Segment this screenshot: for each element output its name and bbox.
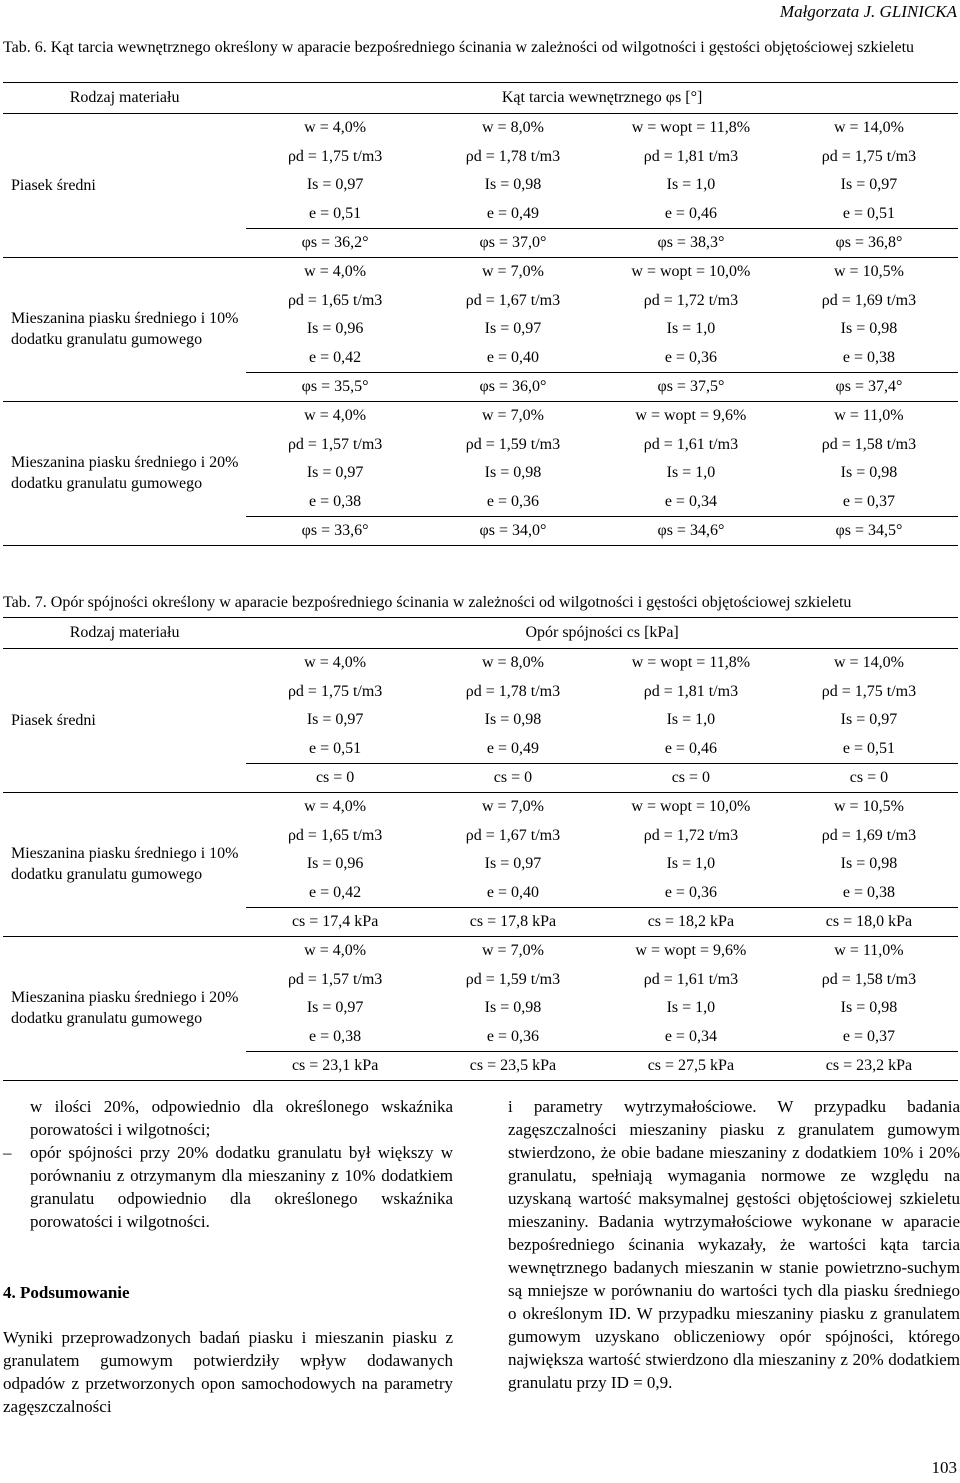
result-cell: φs = 33,6°: [246, 517, 424, 546]
value-cell: ρd = 1,81 t/m3: [643, 682, 739, 700]
value-cell: Is = 1,0: [666, 176, 716, 194]
result-cell: cs = 23,5 kPa: [424, 1052, 602, 1081]
table6-caption: Tab. 6. Kąt tarcia wewnętrznego określony w aparacie bezpośredniego ścinania w zależności od wilgotności i gęstości objętościowej szkieletu: [3, 39, 915, 56]
list-item-text: opór spójności przy 20% dodatku granulatu był większy w porównaniu z otrzymanym dla mieszaniny z 10% dodatkiem granulatu odpowiednio dla określonego wskaźnika porowatości i wilgotności.: [30, 1143, 453, 1231]
value-cell: Is = 0,97: [840, 711, 898, 729]
result-cell: φs = 37,4°: [780, 373, 958, 402]
value-cell: ρd = 1,58 t/m3: [821, 435, 917, 453]
value-cell: ρd = 1,61 t/m3: [643, 970, 739, 988]
value-cell: Is = 0,97: [840, 176, 898, 194]
value-cell: Is = 0,98: [840, 464, 898, 482]
value-cell: w = 7,0%: [424, 792, 602, 821]
value-cell: ρd = 1,61 t/m3: [643, 435, 739, 453]
value-cell: w = 4,0%: [246, 792, 424, 821]
value-cell: Is = 0,97: [484, 855, 542, 873]
value-cell: ρd = 1,69 t/m3: [821, 826, 917, 844]
section-heading: 4. Podsumowanie: [3, 1283, 130, 1302]
value-cell: w = 11,0%: [780, 401, 958, 430]
header-material: Rodzaj materiału: [3, 83, 246, 114]
value-cell: w = 4,0%: [246, 401, 424, 430]
value-cell: w = 7,0%: [424, 401, 602, 430]
value-cell: Is = 1,0: [666, 464, 716, 482]
result-cell: φs = 36,0°: [424, 373, 602, 402]
value-cell: ρd = 1,75 t/m3: [287, 147, 383, 165]
value-cell: ρd = 1,78 t/m3: [465, 147, 561, 165]
text-column-right: [508, 1095, 960, 1394]
value-cell: ρd = 1,75 t/m3: [287, 682, 383, 700]
value-cell: w = 14,0%: [780, 114, 958, 143]
result-cell: φs = 34,0°: [424, 517, 602, 546]
value-cell: w = 10,5%: [780, 792, 958, 821]
value-cell: ρd = 1,72 t/m3: [643, 291, 739, 309]
value-cell: w = 4,0%: [246, 649, 424, 678]
value-cell: w = 11,0%: [780, 936, 958, 965]
value-cell: ρd = 1,58 t/m3: [821, 970, 917, 988]
result-cell: cs = 23,1 kPa: [246, 1052, 424, 1081]
value-cell: Is = 0,98: [840, 855, 898, 873]
value-cell: e = 0,40: [486, 884, 539, 902]
summary-paragraph-start: Wyniki przeprowadzonych badań piasku i mieszanin piasku z granulatem gumowym potwierdziły wpływ dodawanych odpadów z przetworzonych opon samochodowych na parametry zagęszczalności: [3, 1328, 453, 1416]
running-header-author: Małgorzata J. GLINICKA: [779, 2, 957, 21]
value-cell: ρd = 1,69 t/m3: [821, 291, 917, 309]
header-material: Rodzaj materiału: [3, 618, 246, 649]
value-cell: w = wopt = 10,0%: [602, 257, 780, 286]
result-cell: φs = 36,8°: [780, 229, 958, 258]
value-cell: w = wopt = 9,6%: [602, 401, 780, 430]
value-cell: Is = 1,0: [666, 320, 716, 338]
value-cell: ρd = 1,72 t/m3: [643, 826, 739, 844]
value-cell: w = 4,0%: [246, 257, 424, 286]
value-cell: ρd = 1,65 t/m3: [287, 291, 383, 309]
value-cell: Is = 1,0: [666, 999, 716, 1017]
value-cell: e = 0,38: [309, 1028, 362, 1045]
table6: [3, 82, 958, 546]
value-cell: w = 7,0%: [424, 257, 602, 286]
page-number: 103: [931, 1458, 957, 1477]
value-cell: w = 10,5%: [780, 257, 958, 286]
value-cell: e = 0,42: [309, 884, 362, 902]
value-cell: e = 0,38: [309, 493, 362, 510]
result-cell: φs = 34,6°: [602, 517, 780, 546]
value-cell: e = 0,51: [842, 205, 896, 223]
value-cell: Is = 1,0: [666, 855, 716, 873]
value-cell: Is = 0,97: [306, 176, 364, 194]
value-cell: w = 4,0%: [246, 936, 424, 965]
list-item: [3, 1141, 453, 1233]
value-cell: Is = 0,98: [484, 464, 542, 482]
value-cell: ρd = 1,75 t/m3: [821, 682, 917, 700]
material-cell: Mieszanina piasku średniego i 20% dodatku granulatu gumowego: [3, 936, 246, 1080]
material-cell: Mieszanina piasku średniego i 20% dodatku granulatu gumowego: [3, 401, 246, 545]
result-cell: cs = 27,5 kPa: [602, 1052, 780, 1081]
summary-paragraph-continued: i parametry wytrzymałościowe. W przypadku badania zagęszczalności mieszaniny piasku z granulatem gumowym stwierdzono, że obie badane mieszaniny z dodatkiem 10% i 20% granulatu, spełniają wymagania normowe ze względu na uzyskaną wartość maksymalnej gęstości objętościowej szkieletu mieszaniny. Badania wytrzymałościowe wykonane w aparacie bezpośredniego ścinania wykazały, że wartości kąta tarcia wewnętrznego badanych mieszanin w stanie powietrzno-suchym są mniejsze w porównaniu do wartości tych dla piasku średniego o określonym ID. W przypadku mieszaniny piasku z granulatem gumowym uzyskano obliczeniowy opór spójności, którego największa wartość stwierdzono dla mieszaniny z 20% dodatkiem granulatu przy ID = 0,9.: [508, 1097, 960, 1392]
value-cell: e = 0,36: [664, 884, 717, 902]
value-cell: e = 0,51: [309, 205, 362, 223]
value-cell: w = wopt = 9,6%: [602, 936, 780, 965]
value-cell: e = 0,37: [842, 493, 896, 510]
value-cell: Is = 0,98: [840, 999, 898, 1017]
value-cell: ρd = 1,57 t/m3: [287, 435, 383, 453]
value-cell: Is = 0,97: [306, 464, 364, 482]
value-cell: ρd = 1,57 t/m3: [287, 970, 383, 988]
result-cell: φs = 37,5°: [602, 373, 780, 402]
value-cell: w = wopt = 11,8%: [602, 114, 780, 143]
result-cell: cs = 0: [246, 764, 424, 793]
material-cell: Piasek średni: [3, 649, 246, 793]
value-cell: Is = 0,98: [484, 176, 542, 194]
value-cell: ρd = 1,67 t/m3: [465, 826, 561, 844]
value-cell: Is = 0,96: [306, 320, 364, 338]
material-cell: Piasek średni: [3, 114, 246, 258]
result-cell: cs = 17,8 kPa: [424, 908, 602, 937]
value-cell: e = 0,49: [486, 205, 540, 223]
result-cell: cs = 0: [780, 764, 958, 793]
value-cell: e = 0,36: [664, 349, 717, 367]
value-cell: e = 0,34: [664, 1028, 717, 1045]
result-cell: cs = 0: [602, 764, 780, 793]
value-cell: e = 0,49: [486, 740, 539, 758]
value-cell: e = 0,51: [309, 740, 362, 758]
value-cell: e = 0,46: [664, 205, 717, 223]
table-row: [3, 114, 958, 143]
value-cell: Is = 0,97: [306, 999, 364, 1017]
table-row: [3, 792, 958, 821]
value-cell: e = 0,38: [842, 884, 896, 902]
table7-caption: Tab. 7. Opór spójności określony w aparacie bezpośredniego ścinania w zależności od wilgotności i gęstości objętościowej szkieletu: [3, 594, 852, 611]
value-cell: Is = 0,97: [484, 320, 542, 338]
table-row: [3, 401, 958, 430]
list-item-continuation: w ilości 20%, odpowiednio dla określonego wskaźnika porowatości i wilgotności;: [30, 1097, 453, 1139]
result-cell: cs = 23,2 kPa: [780, 1052, 958, 1081]
value-cell: e = 0,34: [664, 493, 717, 510]
value-cell: e = 0,40: [486, 349, 540, 367]
value-cell: ρd = 1,59 t/m3: [465, 435, 561, 453]
result-cell: cs = 18,0 kPa: [780, 908, 958, 937]
result-cell: cs = 0: [424, 764, 602, 793]
material-cell: Mieszanina piasku średniego i 10% dodatku granulatu gumowego: [3, 792, 246, 936]
header-values: Kąt tarcia wewnętrznego φs [°]: [246, 83, 958, 114]
value-cell: Is = 0,98: [484, 999, 542, 1017]
value-cell: e = 0,51: [842, 740, 896, 758]
result-cell: φs = 36,2°: [246, 229, 424, 258]
value-cell: Is = 0,98: [840, 320, 898, 338]
text-column-left: [3, 1095, 453, 1418]
value-cell: Is = 0,97: [306, 711, 364, 729]
value-cell: w = 7,0%: [424, 936, 602, 965]
value-cell: Is = 0,96: [306, 855, 364, 873]
value-cell: e = 0,38: [842, 349, 896, 367]
value-cell: w = 8,0%: [424, 114, 602, 143]
value-cell: w = wopt = 11,8%: [602, 649, 780, 678]
result-cell: cs = 18,2 kPa: [602, 908, 780, 937]
header-values: Opór spójności cs [kPa]: [246, 618, 958, 649]
value-cell: w = 8,0%: [424, 649, 602, 678]
value-cell: e = 0,37: [842, 1028, 896, 1045]
table7: [3, 617, 958, 1081]
value-cell: e = 0,46: [664, 740, 717, 758]
value-cell: e = 0,36: [486, 1028, 539, 1045]
value-cell: ρd = 1,75 t/m3: [821, 147, 917, 165]
result-cell: φs = 35,5°: [246, 373, 424, 402]
value-cell: w = 4,0%: [246, 114, 424, 143]
table-row: [3, 936, 958, 965]
value-cell: ρd = 1,81 t/m3: [643, 147, 739, 165]
value-cell: e = 0,36: [486, 493, 540, 510]
value-cell: Is = 0,98: [484, 711, 542, 729]
value-cell: e = 0,42: [309, 349, 362, 367]
value-cell: ρd = 1,67 t/m3: [465, 291, 561, 309]
result-cell: cs = 17,4 kPa: [246, 908, 424, 937]
value-cell: w = wopt = 10,0%: [602, 792, 780, 821]
table-row: [3, 257, 958, 286]
value-cell: ρd = 1,65 t/m3: [287, 826, 383, 844]
result-cell: φs = 37,0°: [424, 229, 602, 258]
material-cell: Mieszanina piasku średniego i 10% dodatku granulatu gumowego: [3, 257, 246, 401]
result-cell: φs = 34,5°: [780, 517, 958, 546]
result-cell: φs = 38,3°: [602, 229, 780, 258]
value-cell: Is = 1,0: [666, 711, 716, 729]
value-cell: ρd = 1,78 t/m3: [465, 682, 561, 700]
dash-bullet: –: [3, 1143, 12, 1162]
table-row: [3, 649, 958, 678]
value-cell: w = 14,0%: [780, 649, 958, 678]
value-cell: ρd = 1,59 t/m3: [465, 970, 561, 988]
